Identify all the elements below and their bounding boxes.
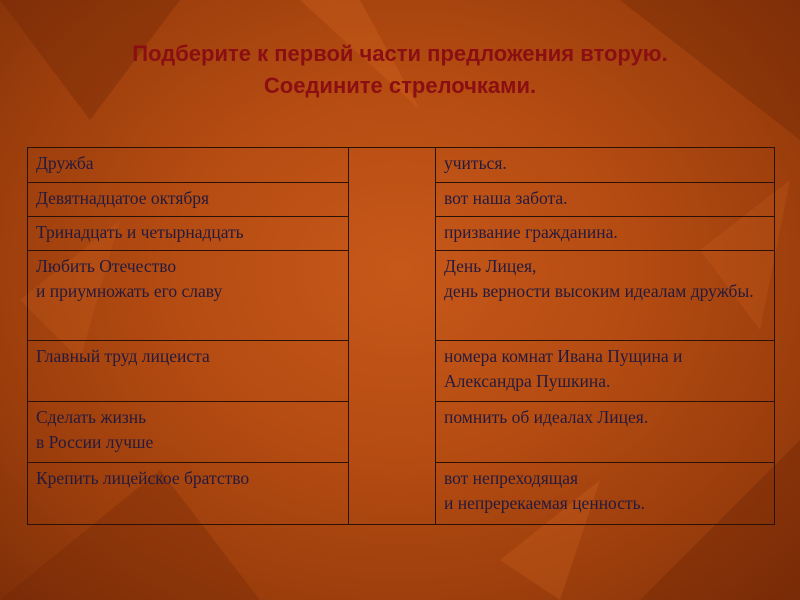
left-cell: Дружба (28, 148, 349, 183)
right-cell: помнить об идеалах Лицея. (436, 402, 775, 463)
right-cell: День Лицея, день верности высоким идеалам дружбы. (436, 251, 775, 341)
left-cell: Крепить лицейское братство (28, 463, 349, 525)
left-cell: Главный труд лицеиста (28, 341, 349, 402)
page-title (40, 38, 760, 102)
table-row (28, 148, 775, 183)
left-cell: Тринадцать и четырнадцать (28, 217, 349, 251)
matching-table (27, 147, 775, 525)
title-line-2: Соедините стрелочками. (263, 73, 537, 98)
left-cell: Девятнадцатое октября (28, 183, 349, 217)
right-cell: учиться. (436, 148, 775, 183)
right-cell: вот непреходящая и непререкаемая ценность. (436, 463, 775, 525)
left-cell: Любить Отечество и приумножать его славу (28, 251, 349, 341)
left-cell: Сделать жизнь в России лучше (28, 402, 349, 463)
right-cell: призвание гражданина. (436, 217, 775, 251)
title-line-1: Подберите к первой части предложения вторую. (132, 41, 668, 66)
arrow-space-cell[interactable] (349, 148, 436, 525)
right-cell: номера комнат Ивана Пущина и Александра Пушкина. (436, 341, 775, 402)
right-cell: вот наша забота. (436, 183, 775, 217)
